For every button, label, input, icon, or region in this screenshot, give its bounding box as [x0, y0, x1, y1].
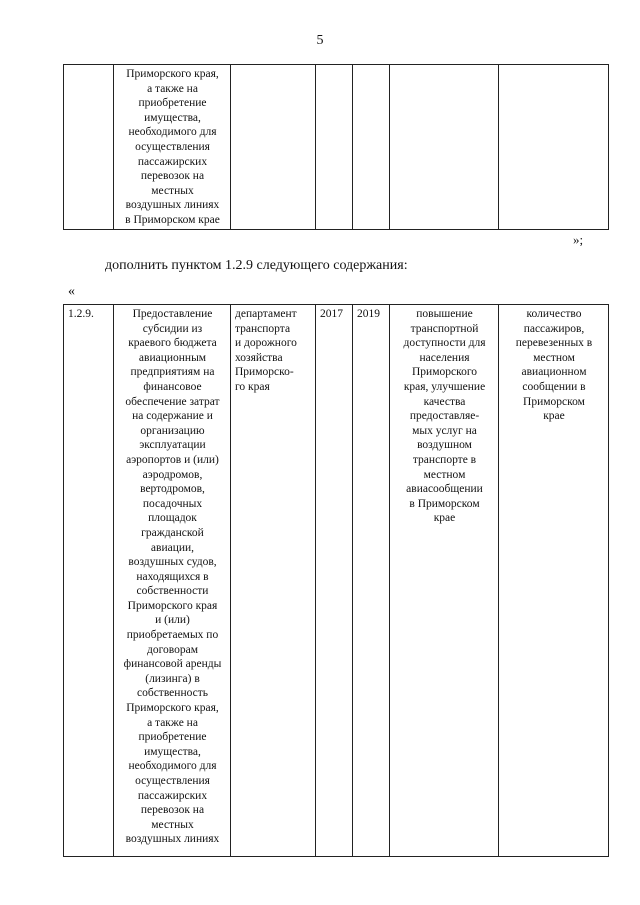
description-line: на содержание и	[132, 410, 213, 423]
description-line: Предоставление	[132, 308, 213, 320]
result-line: транспортной	[410, 322, 479, 335]
indicator-line: перевезенных в	[515, 337, 593, 350]
description-line: и (или)	[155, 614, 190, 627]
description-line: субсидии из	[142, 322, 203, 335]
number-cell	[64, 65, 114, 230]
description-line: а также на	[147, 82, 198, 95]
indicator-line: количество	[526, 308, 582, 320]
description-line: вертодромов,	[140, 483, 205, 496]
result-line: транспорте в	[412, 453, 477, 466]
description-line: Приморского края,	[126, 68, 219, 80]
indicator-line: пассажиров,	[523, 322, 585, 335]
indicator-line: авиационном	[521, 366, 587, 379]
result-line: населения	[419, 351, 470, 364]
description-line: а также на	[147, 716, 198, 729]
table-row	[64, 305, 609, 857]
closing-quote: »;	[573, 232, 584, 247]
description-cell	[114, 65, 231, 230]
start-year-cell: 2017	[316, 305, 353, 857]
result-line: крае	[433, 512, 456, 525]
description-line: Приморского края	[127, 599, 218, 612]
indicator-cell	[499, 65, 609, 230]
description-line: воздушных линиях	[125, 833, 220, 846]
description-line: авиации,	[150, 541, 195, 554]
description-lines	[118, 307, 227, 847]
description-line: воздушных линиях	[125, 199, 220, 212]
result-line: местном	[423, 468, 466, 481]
description-lines	[118, 67, 227, 228]
description-line: собственности	[136, 585, 209, 598]
description-line: местных	[151, 184, 194, 197]
executor-line: го края	[235, 380, 270, 393]
description-line: авиационным	[138, 351, 207, 364]
page-number: 5	[316, 33, 324, 48]
result-cell	[390, 305, 499, 857]
result-line: повышение	[416, 308, 473, 320]
indicator-line: Приморском	[523, 395, 585, 408]
description-line: приобретение	[138, 731, 207, 744]
result-line: мых услуг на	[412, 424, 477, 437]
executor-line: транспорта	[235, 322, 291, 335]
description-line: собственность	[136, 687, 209, 700]
description-line: перевозок на	[140, 170, 205, 183]
description-line: приобретаемых по	[126, 629, 219, 642]
description-line: пассажирских	[137, 155, 208, 168]
description-line: пассажирских	[137, 789, 208, 802]
executor-line: департамент	[235, 308, 297, 320]
description-line: обеспечение затрат	[125, 395, 220, 408]
description-line: приобретение	[138, 97, 207, 110]
indicator-cell	[499, 305, 609, 857]
end-year-cell	[353, 65, 390, 230]
indicator-line: крае	[543, 410, 565, 423]
result-line: Приморского	[411, 366, 478, 379]
description-line: предприятиям на	[130, 366, 215, 379]
executor-cell	[231, 65, 316, 230]
start-year-cell	[316, 65, 353, 230]
description-line: осуществления	[135, 140, 210, 153]
indicator-line: местном	[533, 351, 575, 364]
description-line: посадочных	[142, 497, 203, 510]
continued-table-row	[64, 65, 609, 230]
description-line: финансовой аренды	[123, 658, 222, 671]
result-line: воздушном	[417, 439, 472, 452]
description-line: Приморского края,	[126, 702, 219, 715]
result-cell	[390, 65, 499, 230]
description-line: площадок	[148, 512, 197, 525]
executor-line: хозяйства	[235, 351, 283, 364]
end-year-cell: 2019	[353, 305, 390, 857]
description-line: имущества,	[144, 111, 201, 124]
description-line: необходимого для	[128, 760, 217, 773]
description-line: организацию	[140, 424, 205, 437]
indicator-lines	[503, 307, 605, 424]
description-line: воздушных судов,	[128, 556, 217, 569]
result-line: предоставляе-	[409, 410, 480, 423]
result-line: края, улучшение	[403, 380, 486, 393]
executor-lines	[235, 307, 312, 395]
description-line: местных	[151, 818, 194, 831]
description-line: перевозок на	[140, 804, 205, 817]
executor-cell	[231, 305, 316, 857]
description-line: находящихся в	[136, 570, 209, 583]
description-line: имущества,	[144, 745, 201, 758]
result-line: в Приморском	[409, 497, 480, 510]
description-line: договорам	[146, 643, 198, 656]
description-line: финансовое	[143, 380, 202, 393]
description-line: аэродромов,	[142, 468, 203, 481]
description-line: аэропортов и (или)	[126, 453, 219, 466]
new-item-table	[63, 304, 609, 857]
result-lines	[394, 307, 495, 526]
continued-table	[63, 64, 609, 230]
result-line: качества	[423, 395, 466, 408]
description-cell	[114, 305, 231, 857]
description-line: краевого бюджета	[128, 337, 217, 350]
executor-line: Приморско-	[235, 366, 294, 379]
result-line: доступности для	[403, 337, 486, 350]
indicator-line: сообщении в	[522, 380, 586, 393]
item-number-cell: 1.2.9.	[64, 305, 114, 857]
result-line: авиасообщении	[406, 483, 483, 496]
description-line: необходимого для	[128, 126, 217, 139]
executor-line: и дорожного	[235, 337, 297, 350]
opening-quote: «	[68, 284, 75, 299]
description-line: гражданской	[141, 526, 204, 539]
amendment-text: дополнить пунктом 1.2.9 следующего содержания:	[105, 258, 408, 273]
description-line: осуществления	[135, 775, 210, 787]
description-line: эксплуатации	[139, 439, 206, 452]
description-line: в Приморском крае	[125, 213, 220, 226]
description-line: (лизинга) в	[145, 672, 200, 685]
